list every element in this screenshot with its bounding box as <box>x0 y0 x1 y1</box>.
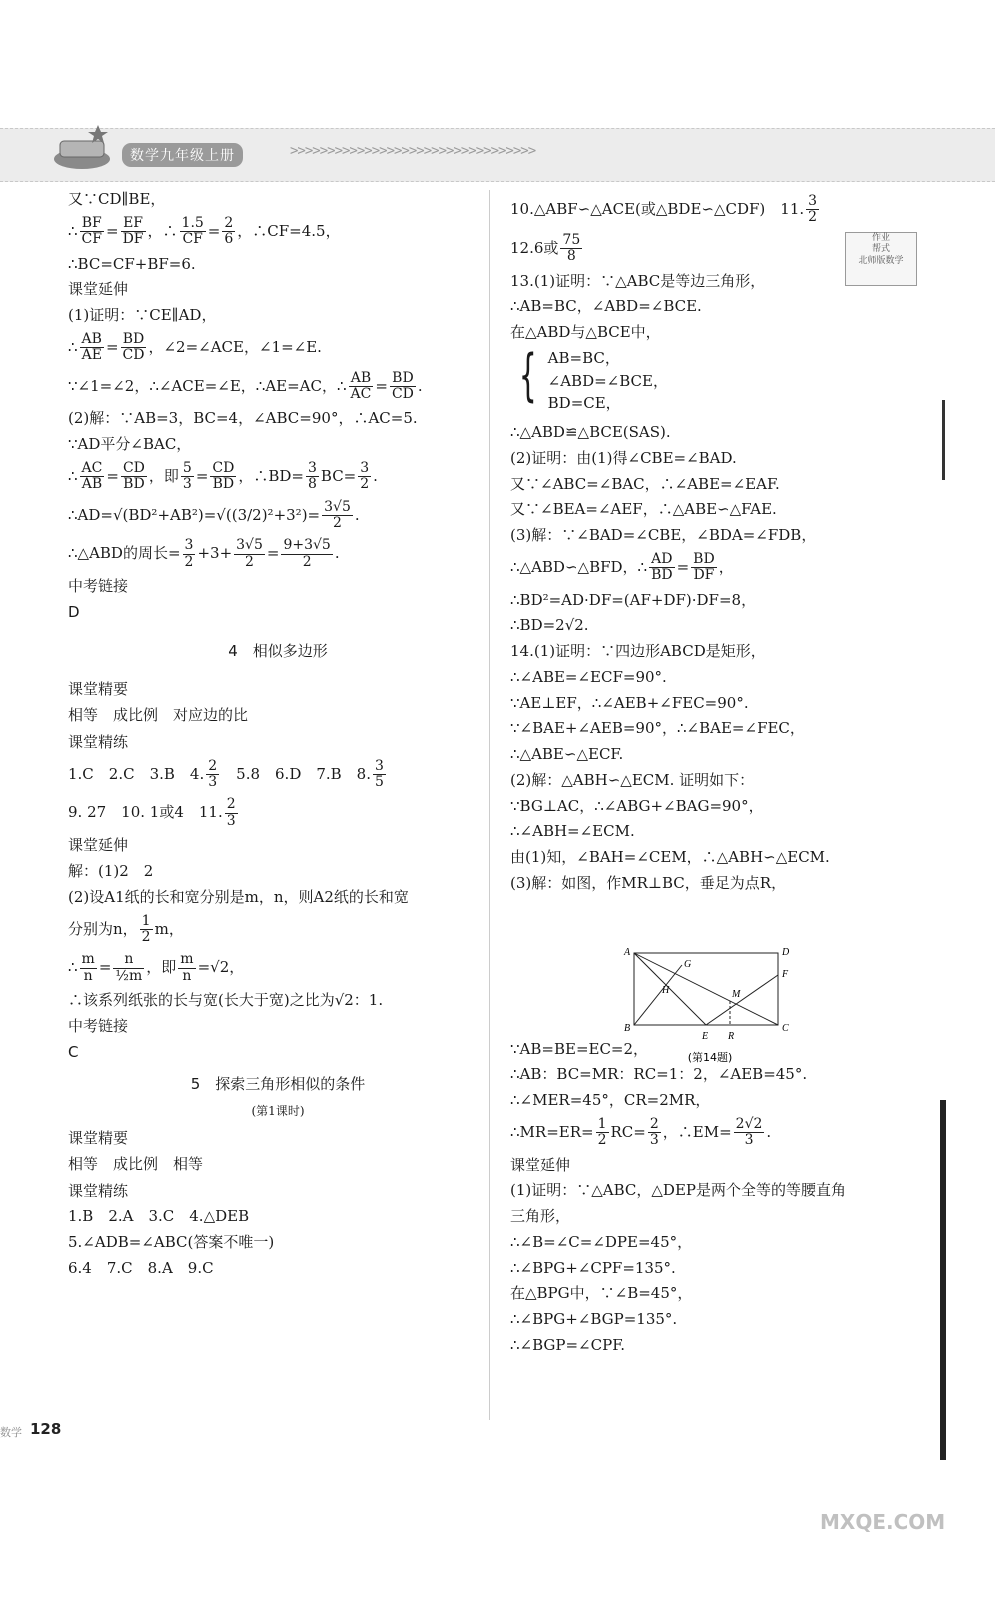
label-e: E <box>702 1031 709 1042</box>
chapter-title: 5 探索三角形相似的条件 <box>190 1075 366 1094</box>
section-heading: 课堂延伸 <box>510 1155 571 1174</box>
label-d: D <box>782 947 790 958</box>
text-line: 在△BPG中，∵∠B=45°， <box>510 1284 693 1303</box>
column-divider <box>489 190 490 1420</box>
text-line: ∵AD平分∠BAC， <box>68 435 192 454</box>
text-line: ∴△ABE∽△ECF. <box>510 745 624 764</box>
answer: C <box>68 1042 79 1061</box>
text-line: ∴△ABD≌△BCE(SAS). <box>510 423 671 442</box>
stamp-line1: 作业 <box>871 233 890 243</box>
formula-line: 分别为n， $\frac{1}{2}$ m， <box>68 912 184 945</box>
section-heading: 中考链接 <box>68 577 129 596</box>
text-line: (1)证明：∵CE∥AD， <box>68 306 217 325</box>
left-column <box>68 190 488 1285</box>
brace-icon: { <box>518 342 537 408</box>
stamp-line3: 北师版数学 <box>858 255 904 266</box>
label-h: H <box>662 985 670 996</box>
text-line: (3)解：如图，作MR⊥BC，垂足为点R， <box>510 873 787 892</box>
text-line: ∴∠BPG+∠CPF=135°. <box>510 1258 676 1277</box>
text-line: ∴该系列纸张的长与宽(长大于宽)之比为√2：1. <box>68 991 384 1010</box>
section-heading: 课堂精练 <box>68 732 129 751</box>
label-c: C <box>782 1023 789 1034</box>
text-line: 13.(1)证明：∵△ABC是等边三角形， <box>510 271 766 290</box>
label-a: A <box>624 947 631 958</box>
formula-line: ∵∠1=∠2，∴∠ACE=∠E，∴AE=AC，∴ $\frac{AB}{AC}$ = $\frac{BD}{CD}$ . <box>68 369 423 402</box>
text-line: ∴∠ABH=∠ECM. <box>510 822 635 841</box>
answer: 相等 成比例 相等 <box>68 1154 204 1173</box>
text-line: ∴BD²=AD·DF=(AF+DF)·DF=8， <box>510 590 757 609</box>
text-line: (2)证明：由(1)得∠CBE=∠BAD. <box>510 448 737 467</box>
text-line: ∴∠BPG+∠BGP=135°. <box>510 1310 678 1329</box>
formula-line: ∴△ABD∽△BFD，∴ $\frac{AD}{BD}$ = $\frac{BD}{DF}$ ， <box>510 550 734 584</box>
text-line: ∴∠BGP=∠CPF. <box>510 1335 626 1354</box>
text-line: ∵AB=BE=EC=2， <box>510 1039 649 1058</box>
text-line: ∴AB：BC=MR：RC=1：2，∠AEB=45°. <box>510 1065 808 1084</box>
text-line: 14.(1)证明：∵四边形ABCD是矩形， <box>510 642 766 661</box>
text-line: 又∵∠BEA=∠AEF，∴△ABE∽△FAE. <box>510 500 777 519</box>
figure-caption: (第14题) <box>687 1051 733 1064</box>
label-r: R <box>728 1031 735 1042</box>
text-line: ∴∠MER=45°，CR=2MR， <box>510 1091 711 1110</box>
header-title: 数学九年级上册 <box>122 143 243 167</box>
text-line: (2)设A1纸的长和宽分别是m，n，则A2纸的长和宽 <box>68 887 409 906</box>
formula-line: ∴ $\frac{AC}{AB}$ = $\frac{CD}{BD}$ ，即 $\frac{5}{3}$ = $\frac{CD}{BD}$ ，∴BD= $\frac{3}{8}$ BC= $\frac{3}{2}$ . <box>68 459 378 493</box>
text-line: 又∵∠ABC=∠BAC，∴∠ABE=∠EAF. <box>510 474 780 493</box>
system-row: ∠ABD=∠BCE， <box>547 371 668 390</box>
text-line: ∵BG⊥AC，∴∠ABG+∠BAG=90°， <box>510 796 764 815</box>
formula-line: ∴AD=√(BD²+AB²)=√((3/2)²+3²)= $\frac{3√5}{2}$ . <box>68 498 360 532</box>
answer-line: 1.C 2.C 3.B 4. $\frac{2}{3}$ 5.8 6.D 7.B 8. $\frac{3}{5}$ <box>68 757 384 791</box>
formula-line: ∴ $\frac{m}{n}$ = $\frac{n}{\text{½m}}$ ，即 $\frac{m}{n}$ =√2， <box>68 951 245 984</box>
answer-line: 6.4 7.C 8.A 9.C <box>68 1258 214 1277</box>
label-m: M <box>732 989 741 1000</box>
page-tag: 数学 <box>0 1426 22 1439</box>
watermark: MXQE.COM <box>820 1510 946 1534</box>
answer-line: 5.∠ADB=∠ABC(答案不唯一) <box>68 1233 275 1252</box>
header-arrows: >>>>>>>>>>>>>>>>>>>>>>>>>>>>>>>>> <box>290 143 536 159</box>
answer-line: 10.△ABF∽△ACE(或△BDE∽△CDF) 11. $\frac{3}{2}$ <box>510 193 818 226</box>
text-line: 三角形， <box>510 1207 571 1226</box>
text-line: 又∵CD∥BE， <box>68 190 166 208</box>
text-line: 在△ABD与△BCE中， <box>510 323 661 342</box>
lesson-subtitle: (第1课时) <box>251 1104 305 1119</box>
answer-line: 1.B 2.A 3.C 4.△DEB <box>68 1207 250 1226</box>
stamp-line2: 帮式 <box>871 244 890 255</box>
system-row: AB=BC， <box>547 348 620 367</box>
book-logo-icon <box>52 121 114 173</box>
text-line: (3)解：∵∠BAD=∠CBE，∠BDA=∠FDB， <box>510 526 817 545</box>
text-line: ∵AE⊥EF，∴∠AEB+∠FEC=90°. <box>510 693 749 712</box>
section-heading: 课堂延伸 <box>68 280 129 299</box>
label-b: B <box>624 1023 631 1034</box>
text-line: ∵∠BAE+∠AEB=90°，∴∠BAE=∠FEC， <box>510 719 805 738</box>
label-g: G <box>684 959 692 970</box>
equation-system <box>510 342 930 417</box>
answer: D <box>68 602 80 621</box>
text-line: 由(1)知，∠BAH=∠CEM，∴△ABH∽△ECM. <box>510 848 830 867</box>
text-line: ∴∠B=∠C=∠DPE=45°， <box>510 1232 693 1251</box>
geometry-figure <box>620 945 800 1080</box>
label-f: F <box>782 969 789 980</box>
scan-edge <box>942 400 945 480</box>
right-column <box>510 190 930 1362</box>
section-heading: 课堂精要 <box>68 680 129 699</box>
section-heading: 课堂精要 <box>68 1129 129 1148</box>
answer-line: 9. 27 10. 1或4 11. $\frac{2}{3}$ <box>68 796 236 829</box>
chapter-title: 4 相似多边形 <box>228 641 328 660</box>
formula-line: ∴△ABD的周长= $\frac{3}{2}$ +3+ $\frac{3√5}{2}$ = $\frac{9+3√5}{2}$ . <box>68 537 340 570</box>
page-number: 128 <box>30 1420 62 1438</box>
section-heading: 课堂精练 <box>68 1181 129 1200</box>
text-line: (2)解：△ABH∽△ECM. 证明如下： <box>510 770 755 789</box>
scan-edge <box>940 1100 946 1460</box>
formula-line: ∴ $\frac{BF}{CF}$ = $\frac{EF}{DF}$ ，∴ $\frac{1.5}{CF}$ = $\frac{2}{6}$ ，∴CF=4.5， <box>68 214 341 248</box>
text-line: (1)证明：∵△ABC，△DEP是两个全等的等腰直角 <box>510 1181 847 1200</box>
text-line: ∴BC=CF+BF=6. <box>68 254 196 273</box>
section-heading: 课堂延伸 <box>68 836 129 855</box>
answer: 相等 成比例 对应边的比 <box>68 706 249 725</box>
formula-line: ∴MR=ER= $\frac{1}{2}$ RC= $\frac{2}{3}$ ，∴EM= $\frac{2√2}{3}$ . <box>510 1115 772 1149</box>
formula-line: ∴ $\frac{AB}{AE}$ = $\frac{BD}{CD}$ ，∠2=∠ACE，∠1=∠E. <box>68 330 322 364</box>
text-line: ∴BD=2√2. <box>510 616 589 635</box>
text-line: (2)解：∵AB=3，BC=4，∠ABC=90°，∴AC=5. <box>68 409 418 428</box>
text-line: ∴∠ABE=∠ECF=90°. <box>510 667 667 686</box>
system-row: BD=CE， <box>547 394 621 413</box>
answer-line: 12.6或 $\frac{75}{8}$ <box>510 231 581 265</box>
text-line: ∴AB=BC，∠ABD=∠BCE. <box>510 297 702 316</box>
section-heading: 中考链接 <box>68 1016 129 1035</box>
text-line: 解：(1)2 2 <box>68 862 154 880</box>
